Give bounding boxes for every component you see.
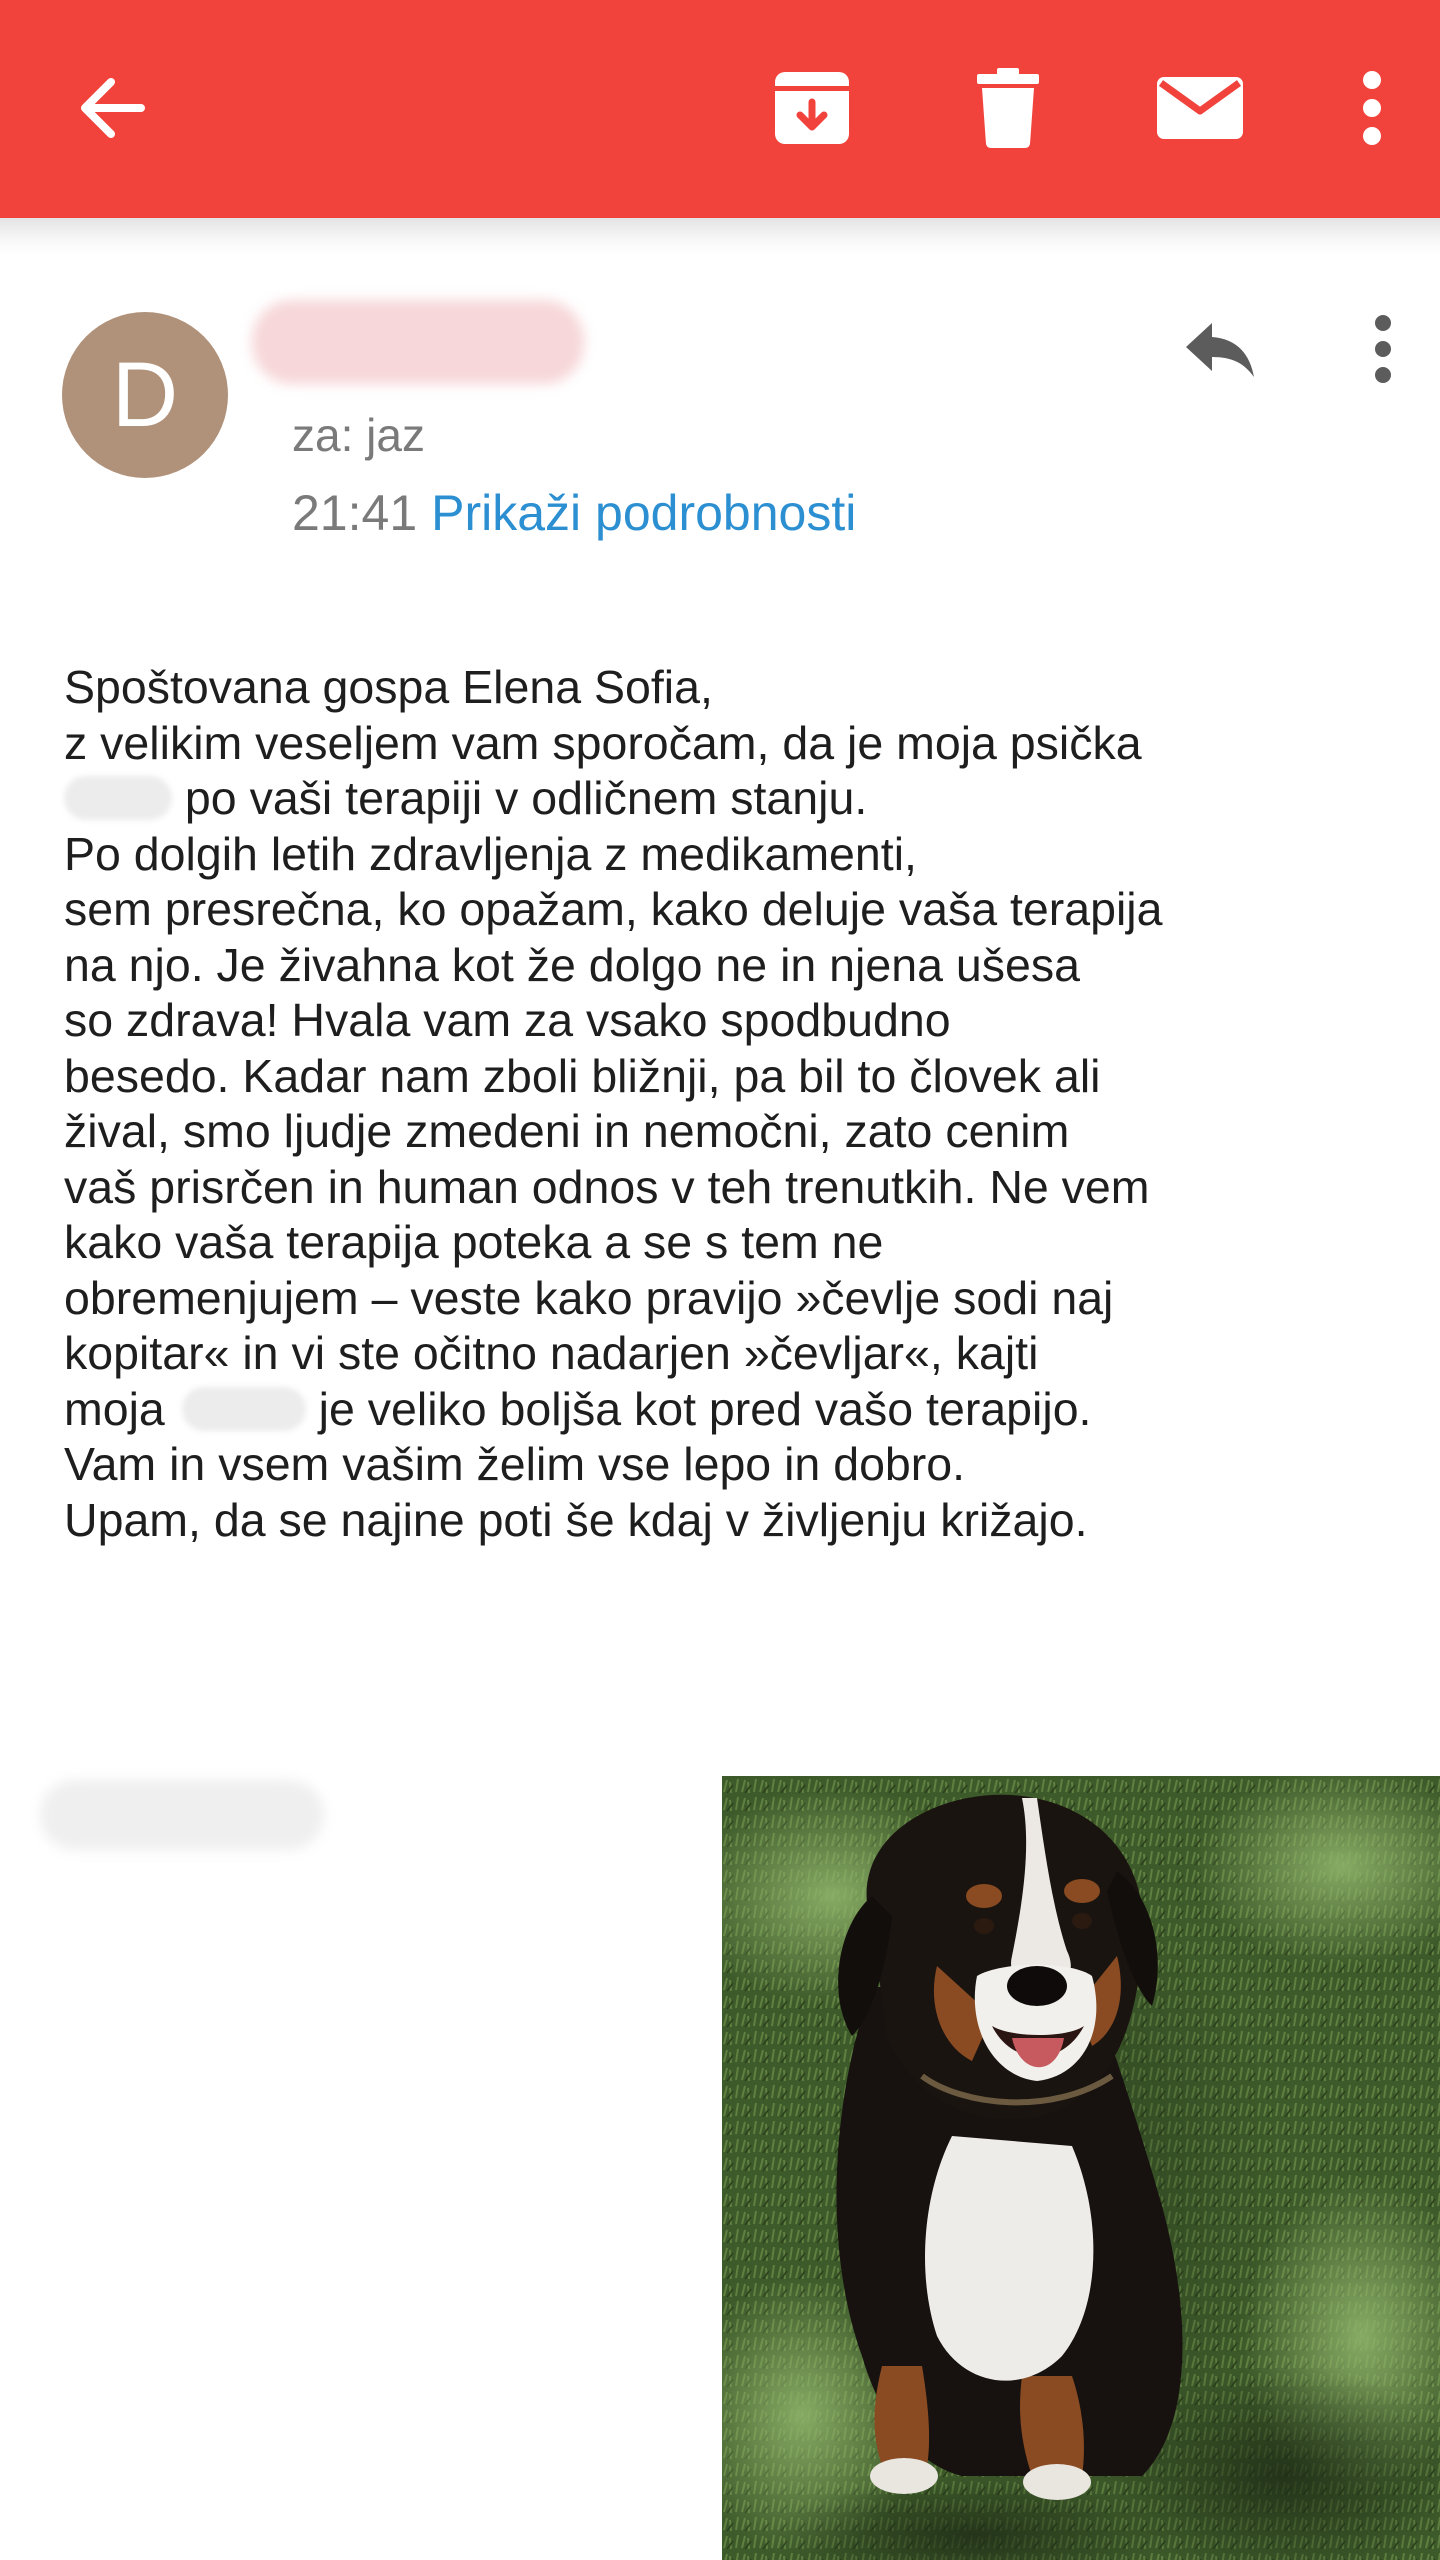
- reply-icon: [1182, 319, 1258, 381]
- body-line-text: moja: [64, 1382, 165, 1435]
- trash-icon: [975, 66, 1041, 150]
- archive-button[interactable]: [752, 48, 872, 168]
- recipient-line: za: jaz: [292, 409, 425, 461]
- body-line: na njo. Je živahna kot že dolgo ne in njena ušesa: [64, 938, 1080, 991]
- mail-icon: [1155, 75, 1245, 141]
- body-line: sem presrečna, ko opažam, kako deluje vaša terapija: [64, 883, 1163, 935]
- body-line: Po dolgih letih zdravljenja z medikamenti,: [64, 827, 917, 880]
- dog-photo[interactable]: [722, 1776, 1440, 2560]
- message-body: [64, 660, 1404, 1548]
- message-meta: [292, 484, 856, 542]
- delete-button[interactable]: [948, 48, 1068, 168]
- app-bar: [0, 0, 1440, 218]
- body-line: so zdrava! Hvala vam za vsako spodbudno: [64, 994, 951, 1046]
- body-line: Vam in vsem vašim želim vse lepo in dobro.: [64, 1438, 966, 1490]
- message-more-button[interactable]: [1348, 306, 1418, 392]
- more-options-button[interactable]: [1312, 48, 1432, 168]
- reply-button[interactable]: [1172, 310, 1268, 390]
- message-time: 21:41: [292, 485, 418, 541]
- sender-avatar[interactable]: [62, 312, 228, 478]
- body-line: z velikim veseljem vam sporočam, da je moja psička: [64, 716, 1142, 769]
- body-line: vaš prisrčen in human odnos v teh trenutkih. Ne vem: [64, 1160, 1150, 1213]
- signature-redacted: [40, 1780, 324, 1850]
- body-line: kako vaša terapija poteka a se s tem ne: [64, 1216, 884, 1268]
- body-line: besedo. Kadar nam zboli bližnji, pa bil to človek ali: [64, 1049, 1101, 1102]
- archive-icon: [771, 68, 853, 148]
- show-details-link[interactable]: Prikaži podrobnosti: [431, 485, 857, 541]
- body-line-text: po vaši terapiji v odličnem stanju.: [184, 772, 868, 824]
- body-line: [64, 771, 1404, 827]
- back-button[interactable]: [52, 48, 172, 168]
- more-vert-icon: [1360, 70, 1384, 146]
- app-bar-shadow: [0, 218, 1440, 254]
- arrow-left-icon: [77, 76, 147, 140]
- body-line: žival, smo ljudje zmedeni in nemočni, zato cenim: [64, 1105, 1070, 1157]
- dog-photo-image: [722, 1776, 1440, 2560]
- dog-name-redacted: [182, 1387, 306, 1431]
- body-line: Upam, da se najine poti še kdaj v življenju križajo.: [64, 1493, 1088, 1546]
- body-line-text: je veliko boljša kot pred vašo terapijo.: [318, 1382, 1092, 1435]
- mark-unread-button[interactable]: [1140, 48, 1260, 168]
- more-vert-icon: [1372, 314, 1394, 384]
- body-line: Spoštovana gospa Elena Sofia,: [64, 661, 713, 713]
- body-line: obremenjujem – veste kako pravijo »čevlje sodi naj: [64, 1271, 1114, 1324]
- dog-name-redacted: [64, 776, 172, 820]
- body-line: [64, 1382, 1404, 1438]
- avatar-letter: D: [111, 344, 179, 446]
- sender-name-redacted: [252, 300, 584, 384]
- body-line: kopitar« in vi ste očitno nadarjen »čevljar«, kajti: [64, 1327, 1039, 1379]
